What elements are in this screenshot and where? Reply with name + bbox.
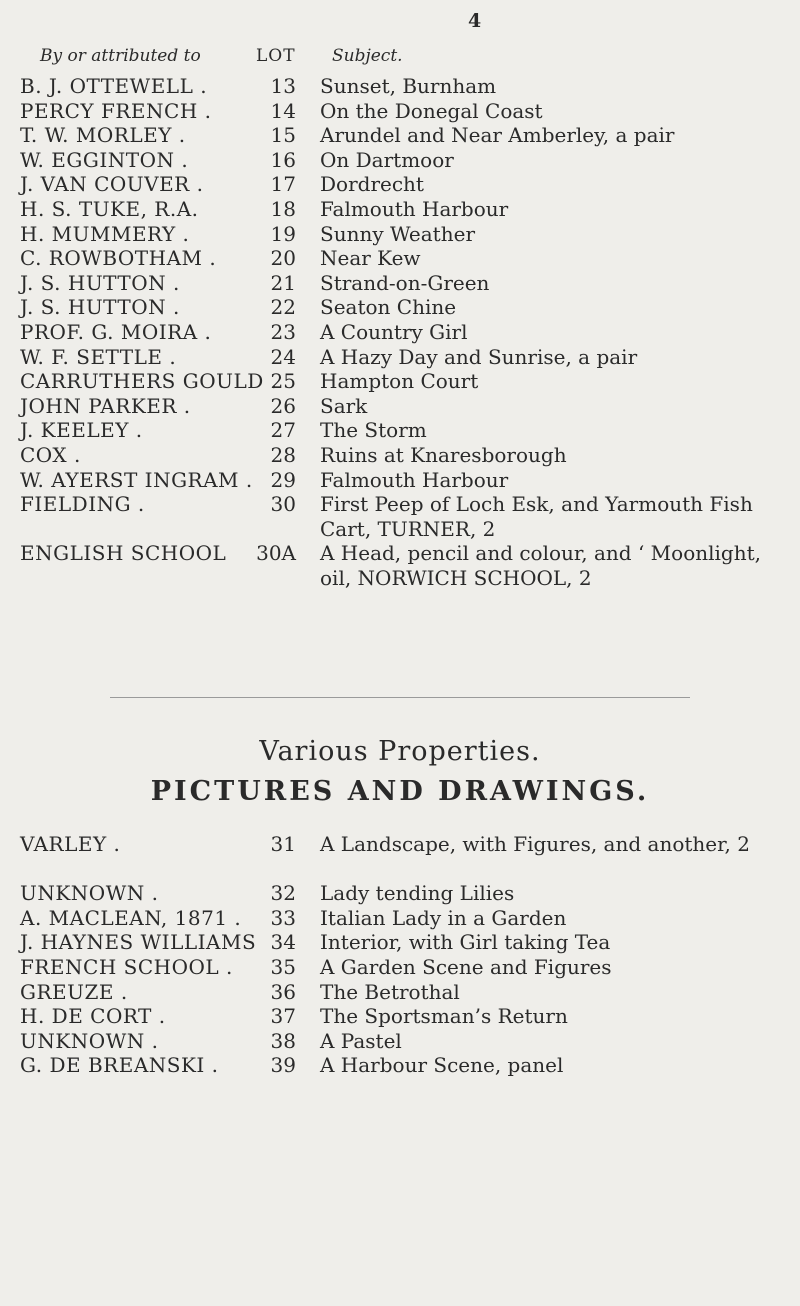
column-header-lot: LOT [256, 46, 296, 66]
lot-number: 31 [270, 832, 296, 856]
catalogue-list-a [0, 74, 800, 615]
lot-number: 38 [270, 1028, 296, 1053]
artist-name: H. S. TUKE, R.A. [20, 196, 199, 221]
artist-name: PROF. G. MOIRA . [20, 319, 212, 344]
subject-text: A Pastel [320, 1028, 402, 1053]
section-title: Various Properties. [259, 736, 541, 767]
artist-name: H. DE CORT . [20, 1004, 166, 1029]
artist-name: J. S. HUTTON . [20, 295, 180, 320]
lot-number: 13 [270, 74, 296, 98]
lot-number: 24 [270, 344, 296, 369]
subject-text: A Garden Scene and Figures [320, 954, 612, 979]
column-header-subject: Subject. [332, 46, 403, 66]
catalogue-row [0, 1053, 800, 1078]
artist-name: JOHN PARKER . [20, 393, 191, 418]
catalogue-row [0, 443, 800, 468]
catalogue-row [0, 197, 800, 222]
column-header-attributed: By or attributed to [40, 46, 201, 66]
lot-number: 35 [270, 954, 296, 979]
artist-name: W. EGGINTON . [20, 147, 189, 172]
catalogue-row [0, 123, 800, 148]
lot-number: 36 [270, 979, 296, 1004]
artist-name: PERCY FRENCH . [20, 98, 212, 123]
subject-text: Seaton Chine [320, 295, 457, 320]
subject-text: Sunset, Burnham [320, 74, 497, 98]
lot-number: 39 [270, 1053, 296, 1078]
catalogue-list-b [0, 832, 800, 1078]
catalogue-row [0, 930, 800, 955]
catalogue-row [0, 906, 800, 931]
artist-name: J. HAYNES WILLIAMS [20, 930, 257, 955]
artist-name: C. ROWBOTHAM . [20, 246, 217, 271]
subject-text: A Head, pencil and colour, and ‘ Moonlight, oil, NORWICH SCHOOL, 2 [320, 541, 761, 590]
section-subtitle: PICTURES AND DRAWINGS. [150, 776, 650, 807]
lot-number: 33 [270, 905, 296, 930]
subject-text: Falmouth Harbour [320, 467, 509, 492]
artist-name: J. VAN COUVER . [20, 172, 204, 197]
subject-text: Italian Lady in a Garden [320, 905, 567, 930]
artist-name: FRENCH SCHOOL . [20, 954, 233, 979]
subject-text: Interior, with Girl taking Tea [320, 930, 611, 955]
catalogue-row [0, 541, 800, 615]
lot-number: 18 [270, 196, 296, 221]
subject-text: A Country Girl [320, 319, 468, 344]
lot-number: 26 [270, 393, 296, 418]
subject-text: Sunny Weather [320, 221, 475, 246]
lot-number: 21 [270, 270, 296, 295]
lot-number: 27 [270, 418, 296, 443]
catalogue-row [0, 980, 800, 1005]
lot-number: 30 [270, 492, 296, 517]
lot-number: 34 [270, 930, 296, 955]
catalogue-row [0, 148, 800, 173]
lot-number: 19 [270, 221, 296, 246]
subject-text: The Sportsman’s Return [320, 1004, 568, 1029]
catalogue-row [0, 1029, 800, 1054]
artist-name: VARLEY . [20, 832, 121, 856]
section-divider [110, 697, 690, 698]
catalogue-row [0, 320, 800, 345]
lot-number: 32 [270, 881, 296, 906]
page-number: 4 [468, 10, 482, 32]
lot-number: 23 [270, 319, 296, 344]
catalogue-row [0, 345, 800, 370]
artist-name: CARRUTHERS GOULD . [20, 369, 278, 394]
lot-number: 37 [270, 1004, 296, 1029]
catalogue-row [0, 246, 800, 271]
catalogue-row [0, 418, 800, 443]
lot-number: 14 [270, 98, 296, 123]
artist-name: J. S. HUTTON . [20, 270, 180, 295]
lot-number: 28 [270, 442, 296, 467]
subject-text: A Harbour Scene, panel [320, 1053, 564, 1078]
subject-text: A Hazy Day and Sunrise, a pair [320, 344, 638, 369]
subject-text: Ruins at Knaresborough [320, 442, 567, 467]
artist-name: UNKNOWN . [20, 1028, 159, 1053]
subject-text: On the Donegal Coast [320, 98, 543, 123]
lot-number: 16 [270, 147, 296, 172]
catalogue-row [0, 99, 800, 124]
lot-number: 22 [270, 295, 296, 320]
subject-text: Hampton Court [320, 369, 479, 394]
lot-number: 25 [270, 369, 296, 394]
artist-name: W. AYERST INGRAM . [20, 467, 253, 492]
artist-name: W. F. SETTLE . [20, 344, 177, 369]
artist-name: A. MACLEAN, 1871 . [20, 905, 242, 930]
artist-name: UNKNOWN . [20, 881, 159, 906]
subject-text: Near Kew [320, 246, 421, 271]
subject-text: Strand-on-Green [320, 270, 490, 295]
artist-name: COX . [20, 442, 81, 467]
artist-name: G. DE BREANSKI . [20, 1053, 219, 1078]
subject-text: The Storm [320, 418, 427, 443]
lot-number: 30A [256, 541, 296, 566]
artist-name: J. KEELEY . [20, 418, 143, 443]
catalogue-row [0, 172, 800, 197]
artist-name: B. J. OTTEWELL . [20, 74, 208, 98]
lot-number: 17 [270, 172, 296, 197]
lot-number: 29 [270, 467, 296, 492]
subject-text: Lady tending Lilies [320, 881, 515, 906]
subject-text: The Betrothal [320, 979, 460, 1004]
artist-name: T. W. MORLEY . [20, 123, 186, 148]
subject-text: A Landscape, with Figures, and another, 2 [320, 832, 750, 856]
catalogue-row [0, 369, 800, 394]
subject-text: Falmouth Harbour [320, 196, 509, 221]
artist-name: FIELDING . [20, 492, 145, 517]
artist-name: H. MUMMERY . [20, 221, 190, 246]
catalogue-row [0, 222, 800, 247]
catalogue-row [0, 295, 800, 320]
catalogue-row [0, 74, 800, 99]
catalogue-row [0, 832, 800, 881]
subject-text: Sark [320, 393, 368, 418]
subject-text: On Dartmoor [320, 147, 454, 172]
catalogue-row [0, 492, 800, 541]
catalogue-row [0, 394, 800, 419]
catalogue-row [0, 468, 800, 493]
subject-text: First Peep of Loch Esk, and Yarmouth Fish Cart, TURNER, 2 [320, 492, 753, 541]
artist-name: GREUZE . [20, 979, 128, 1004]
lot-number: 15 [270, 123, 296, 148]
artist-name: ENGLISH SCHOOL [20, 541, 227, 566]
subject-text: Dordrecht [320, 172, 424, 197]
catalogue-row [0, 955, 800, 980]
catalogue-row [0, 881, 800, 906]
subject-text: Arundel and Near Amberley, a pair [320, 123, 675, 148]
catalogue-row [0, 1004, 800, 1029]
catalogue-row [0, 271, 800, 296]
lot-number: 20 [270, 246, 296, 271]
